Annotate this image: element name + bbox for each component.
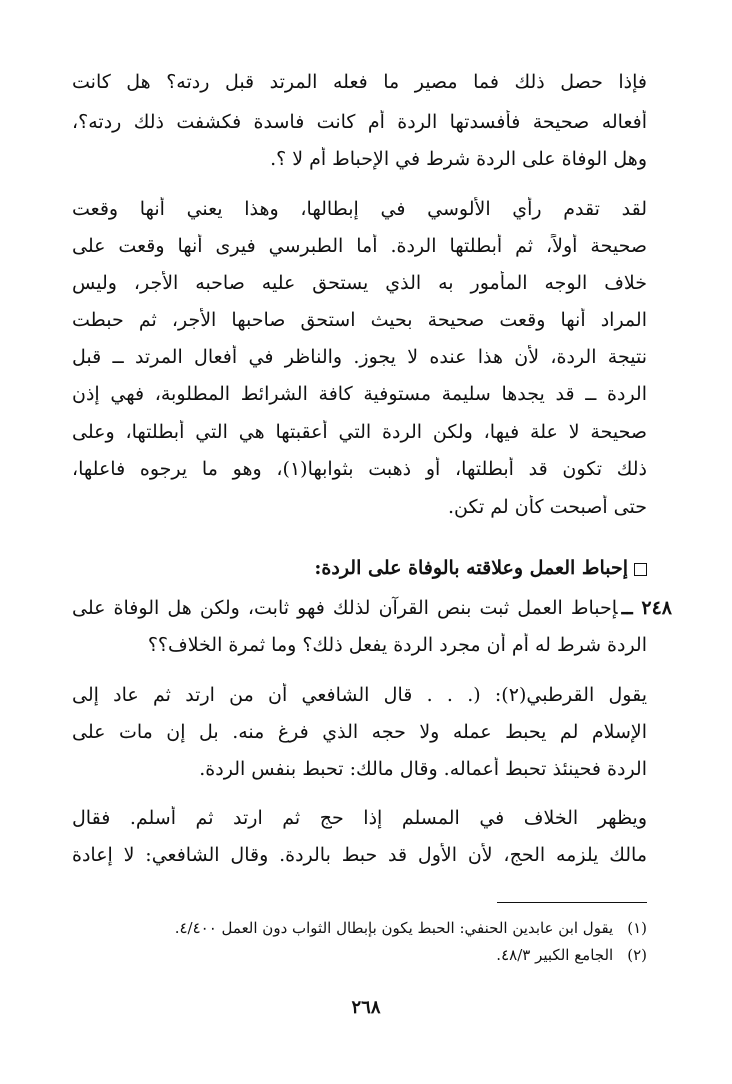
text-line: خلاف الوجه المأمور به الذي يستحق عليه صاحبه الأجر، وليس (72, 272, 647, 294)
text-line: صحيحة لا علة فيها، ولكن الردة التي أعقبتها هي التي أبطلتها، وعلى (72, 421, 647, 443)
footnote-text: الجامع الكبير ٤٨/٣. (496, 946, 614, 964)
text-line: حتى أصبحت كأن لم تكن. (447, 496, 647, 518)
text-line: لقد تقدم رأي الألوسي في إبطالها، وهذا يعني أنها وقعت (72, 198, 647, 220)
footnote-text: يقول ابن عابدين الحنفي: الحبط يكون بإبطال الثواب دون العمل ٤/٤٠٠. (174, 919, 614, 937)
text-line: إحباط العمل ثبت بنص القرآن لذلك فهو ثابت، ولكن هل الوفاة على (72, 597, 618, 619)
text-line: يقول القرطبي(٢): (. . . قال الشافعي أن من ارتد ثم عاد إلى (72, 684, 647, 706)
item-number: ٢٤٨ ــ (621, 597, 672, 619)
text-line: أفعاله صحيحة فأفسدتها الردة أم كانت فاسدة فكشفت ذلك ردته؟، (72, 111, 647, 133)
section-heading-text: إحباط العمل وعلاقته بالوفاة على الردة: (314, 557, 628, 579)
text-line: الردة شرط له أم أن مجرد الردة يفعل ذلك؟ وما ثمرة الخلاف؟؟ (147, 634, 647, 656)
square-bullet-icon (634, 563, 647, 576)
text-line: فإذا حصل ذلك فما مصير ما فعله المرتد قبل ردته؟ هل كانت (72, 71, 647, 93)
section-heading (72, 556, 647, 580)
text-line: مالك يلزمه الحج، لأن الأول قد حبط بالردة. وقال الشافعي: لا إعادة (72, 844, 647, 866)
footnote-divider (497, 902, 647, 903)
page-number: ٢٦٨ (351, 997, 381, 1018)
text-line: نتيجة الردة، لأن هذا عنده لا يجوز. والناظر في أفعال المرتد ــ قبل (72, 346, 647, 368)
footnote-number: (١) (627, 919, 647, 937)
text-line: صحيحة أولاً، ثم أبطلتها الردة. أما الطبرسي فيرى أنها وقعت على (72, 235, 647, 257)
text-line: ويظهر الخلاف في المسلم إذا حج ثم ارتد ثم أسلم. فقال (72, 807, 647, 829)
text-line: وهل الوفاة على الردة شرط في الإحباط أم لا ؟. (270, 148, 647, 170)
footnote-number: (٢) (627, 946, 647, 964)
footnote (72, 918, 647, 938)
numbered-item-line (72, 596, 672, 620)
text-line: المراد أنها وقعت صحيحة بحيث استحق صاحبها الأجر، ثم حبطت (72, 309, 647, 331)
text-line: الإسلام لم يحبط عمله ولا حجه الذي فرغ منه. بل إن مات على (72, 721, 647, 743)
text-line: الردة ــ قد يجدها سليمة مستوفية كافة الشرائط المطلوبة، فهي إذن (72, 383, 647, 405)
text-line: ذلك تكون قد أبطلتها، أو ذهبت بثوابها(١)، وهو ما يرجوه فاعلها، (72, 458, 647, 480)
footnote (72, 945, 647, 965)
text-line: الردة فحينئذ تحبط أعماله. وقال مالك: تحبط بنفس الردة. (199, 758, 647, 780)
